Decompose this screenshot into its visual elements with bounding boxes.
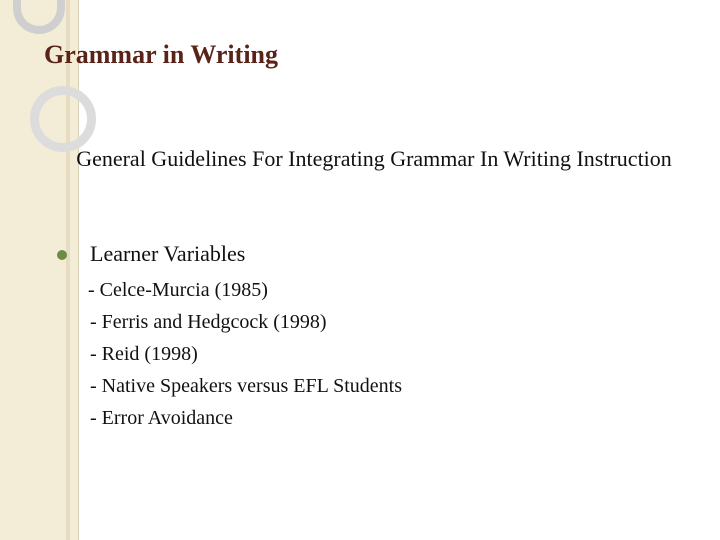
sub-item-list [88,277,402,437]
side-strip-edge [66,0,70,540]
bullet-icon [57,250,67,260]
sub-item: - Error Avoidance [90,407,233,429]
bullet-heading: Learner Variables [90,241,246,266]
decorative-side-strip [0,0,79,540]
sub-item: - Native Speakers versus EFL Students [90,375,402,397]
slide-title: Grammar in Writing [44,40,278,69]
sub-item: - Celce-Murcia (1985) [88,279,268,301]
sub-item: - Reid (1998) [90,343,198,365]
decorative-ring [30,86,96,152]
slide-subtitle: General Guidelines For Integrating Grammar In Writing Instruction [76,146,672,171]
sub-item: - Ferris and Hedgcock (1998) [90,311,327,333]
